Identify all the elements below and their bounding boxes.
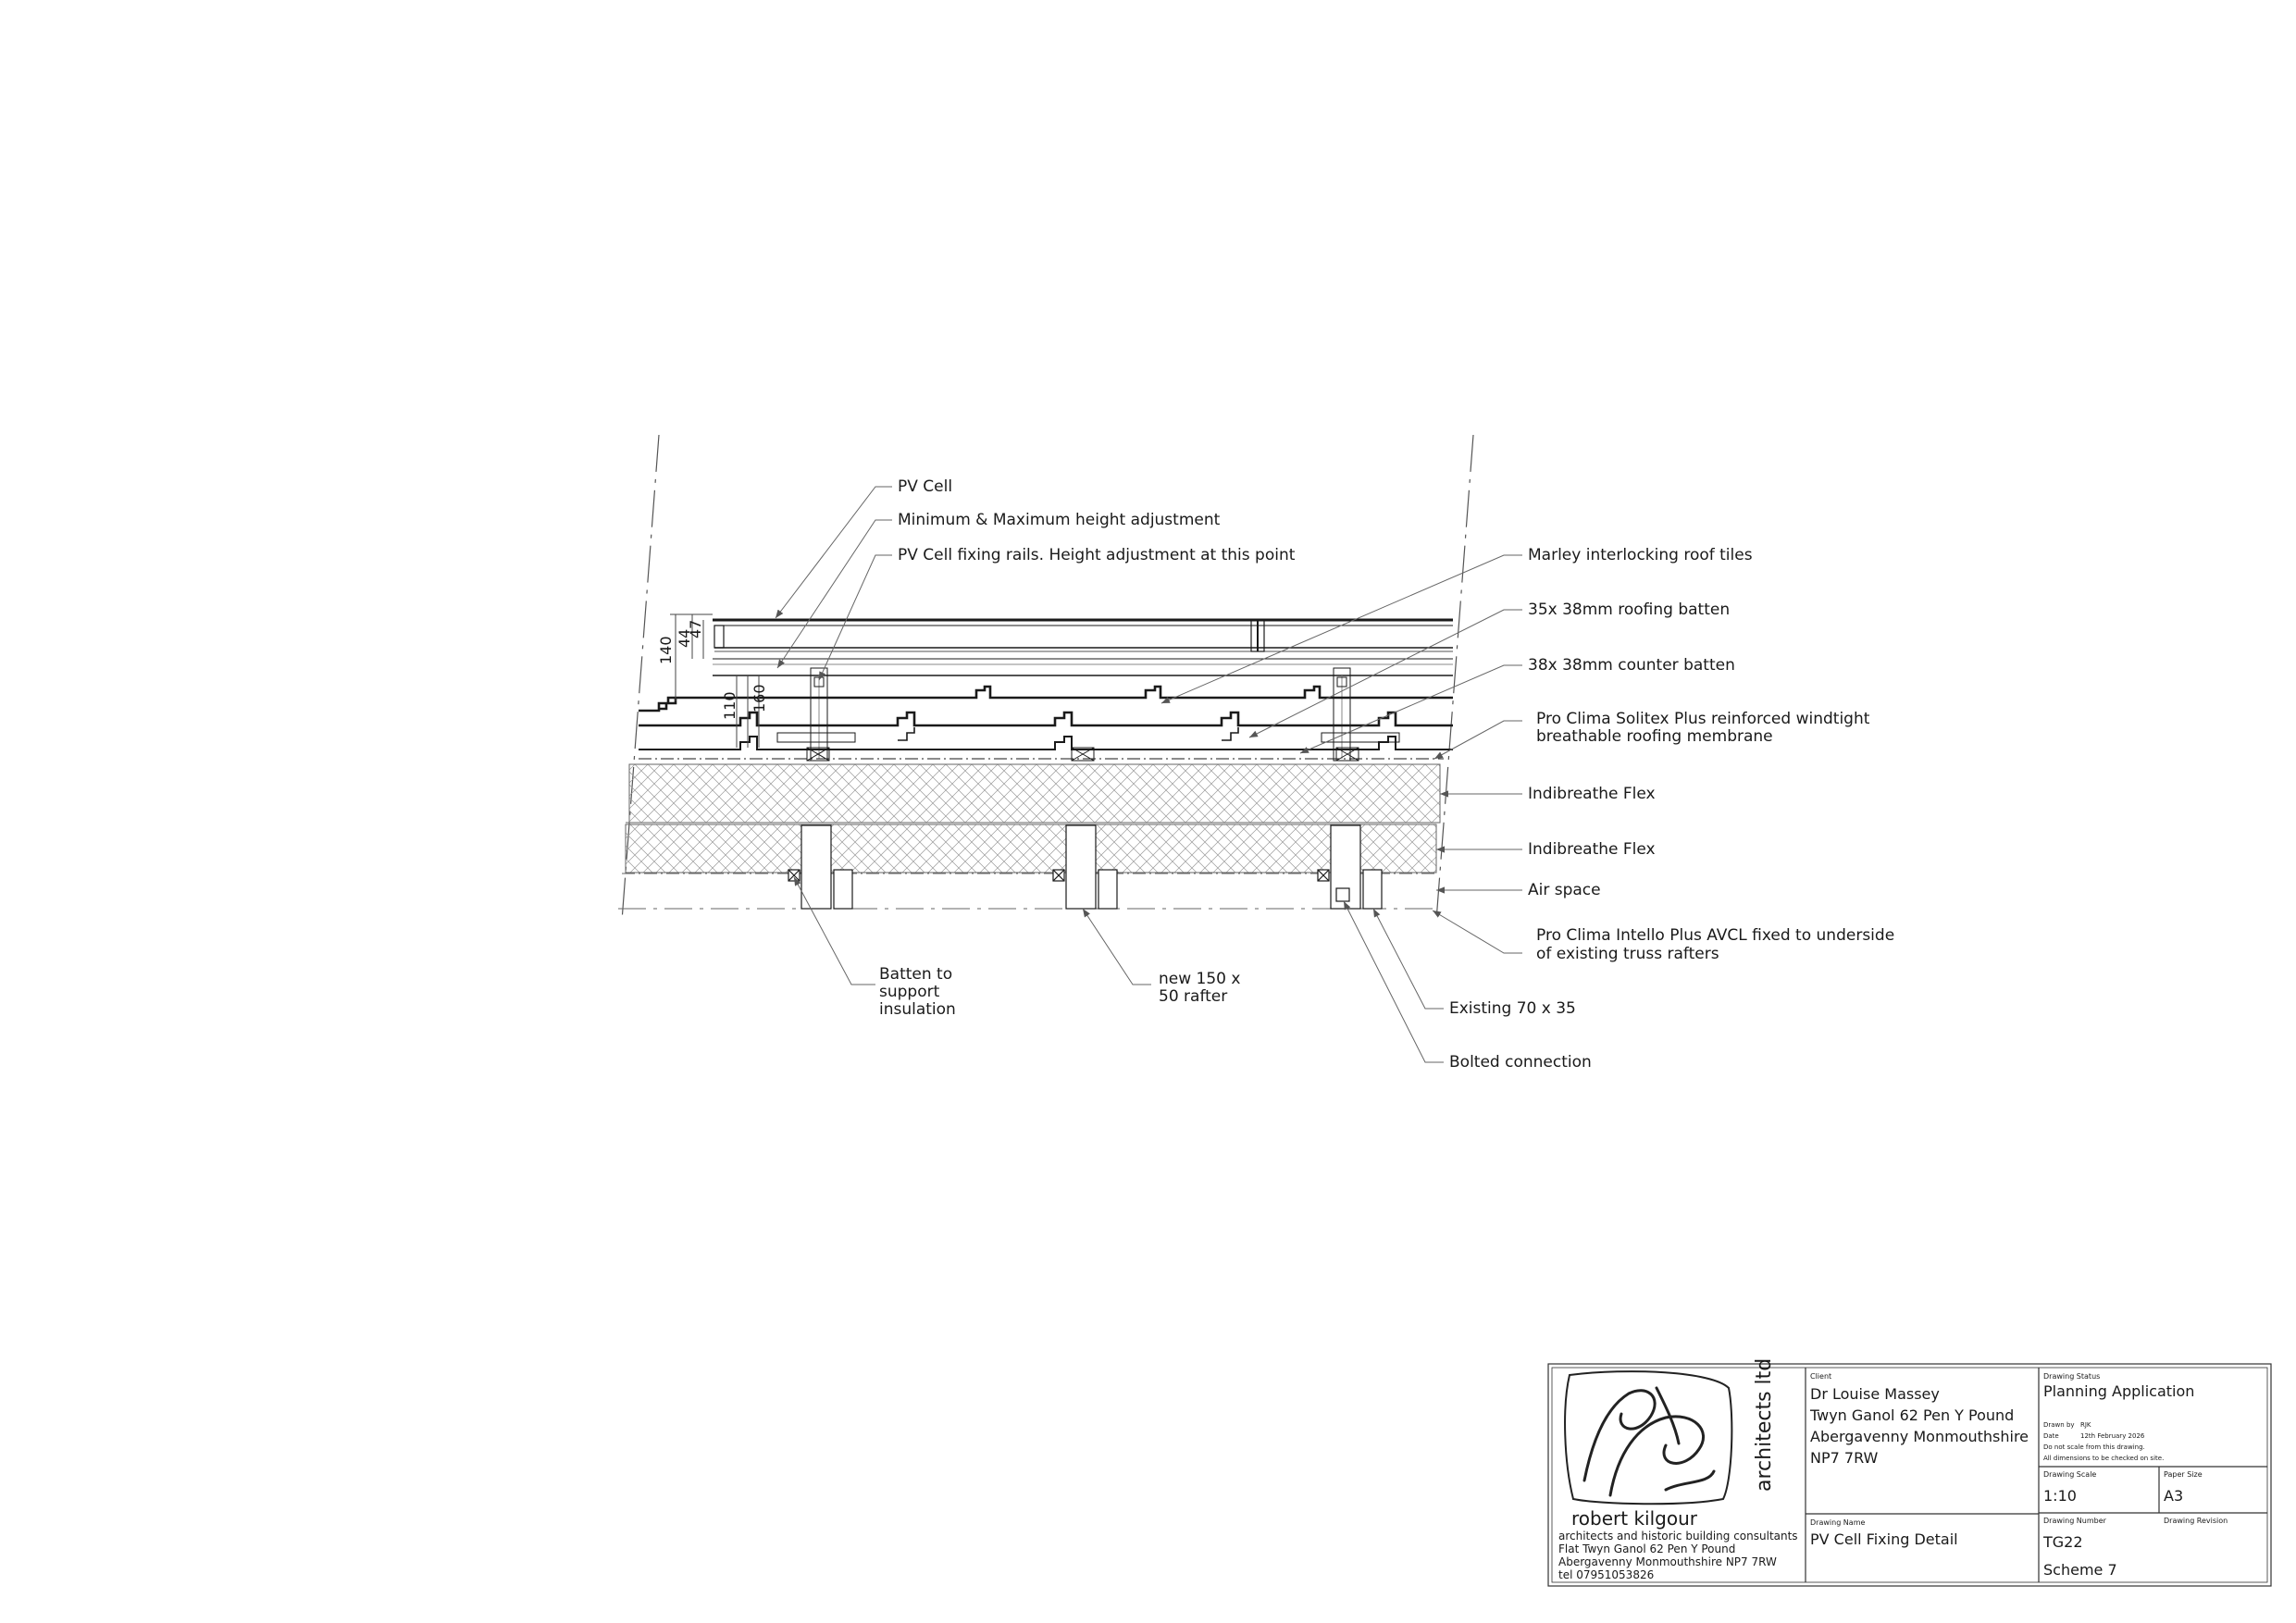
dim-160: 160 — [751, 684, 768, 712]
label-existing: Existing 70 x 35 — [1449, 999, 1576, 1018]
label-indibreathe-1: Indibreathe Flex — [1528, 785, 1656, 803]
company-name: robert kilgour — [1571, 1507, 1697, 1530]
client-name: Dr Louise Massey — [1810, 1385, 1940, 1403]
client-address2: Abergavenny Monmouthshire — [1810, 1428, 2029, 1445]
dim-140: 140 — [657, 636, 675, 664]
paper-size: A3 — [2164, 1487, 2184, 1505]
drawing-name: PV Cell Fixing Detail — [1810, 1530, 1958, 1548]
drawn-by: RJK — [2080, 1421, 2091, 1429]
label-indibreathe-2: Indibreathe Flex — [1528, 840, 1656, 859]
label-avcl-line2: of existing truss rafters — [1536, 945, 1719, 963]
label-air-space: Air space — [1528, 881, 1601, 899]
client-label: Client — [1810, 1372, 1832, 1381]
label-batten-line3: insulation — [879, 1000, 956, 1019]
drawing-status: Planning Application — [2043, 1382, 2195, 1400]
company-tel: tel 07951053826 — [1558, 1568, 1655, 1581]
company-logo-text: architects ltd — [1753, 1357, 1776, 1492]
drawing-revision-label: Drawing Revision — [2164, 1517, 2228, 1525]
drawing-revision: Scheme 7 — [2043, 1561, 2117, 1579]
drawing-scale: 1:10 — [2043, 1487, 2077, 1505]
label-membrane-line1: Pro Clima Solitex Plus reinforced windtight — [1536, 710, 1870, 728]
label-height-adjustment: Minimum & Maximum height adjustment — [898, 511, 1221, 529]
roofing-battens — [777, 733, 1399, 742]
label-membrane-line2: breathable roofing membrane — [1536, 727, 1773, 746]
paper-size-label: Paper Size — [2164, 1470, 2203, 1479]
label-pv-cell: PV Cell — [898, 477, 953, 496]
label-rafter-line2: 50 rafter — [1159, 987, 1228, 1006]
dim-44: 44 — [676, 628, 693, 648]
pv-cell-panel — [713, 620, 1453, 651]
label-roofing-batten: 35x 38mm roofing batten — [1528, 601, 1731, 619]
date: 12th February 2026 — [2080, 1432, 2145, 1440]
label-roof-tiles: Marley interlocking roof tiles — [1528, 546, 1753, 564]
drawn-by-label: Drawn by — [2043, 1421, 2075, 1429]
drawing-scale-label: Drawing Scale — [2043, 1470, 2097, 1479]
height-adjustment-posts — [811, 668, 1350, 761]
dim-47: 47 — [687, 619, 704, 638]
company-address1: Flat Twyn Ganol 62 Pen Y Pound — [1558, 1542, 1736, 1555]
label-bolted-connection: Bolted connection — [1449, 1053, 1592, 1072]
label-counter-batten: 38x 38mm counter batten — [1528, 656, 1735, 675]
drawing-status-label: Drawing Status — [2043, 1372, 2101, 1381]
note-no-scale: Do not scale from this drawing. — [2043, 1443, 2145, 1451]
label-avcl-line1: Pro Clima Intello Plus AVCL fixed to underside — [1536, 926, 1895, 945]
label-batten-line1: Batten to — [879, 965, 953, 984]
client-address1: Twyn Ganol 62 Pen Y Pound — [1810, 1406, 2015, 1424]
date-label: Date — [2043, 1432, 2059, 1440]
company-logo — [1565, 1371, 1731, 1504]
drawing-number: TG22 — [2043, 1533, 2083, 1551]
insulation-layers — [618, 764, 1440, 909]
label-rafter-line1: new 150 x — [1159, 970, 1241, 988]
company-tagline: architects and historic building consultants — [1558, 1530, 1798, 1542]
dim-110: 110 — [721, 691, 738, 720]
pv-fixing-rails — [713, 659, 1453, 675]
drawing-name-label: Drawing Name — [1810, 1518, 1866, 1527]
label-batten-line2: support — [879, 983, 940, 1001]
label-fixing-rails: PV Cell fixing rails. Height adjustment at this point — [898, 546, 1296, 564]
note-check-dimensions: All dimensions to be checked on site. — [2043, 1455, 2165, 1462]
client-postcode: NP7 7RW — [1810, 1449, 1879, 1467]
company-address2: Abergavenny Monmouthshire NP7 7RW — [1558, 1555, 1777, 1568]
drawing-number-label: Drawing Number — [2043, 1517, 2106, 1525]
